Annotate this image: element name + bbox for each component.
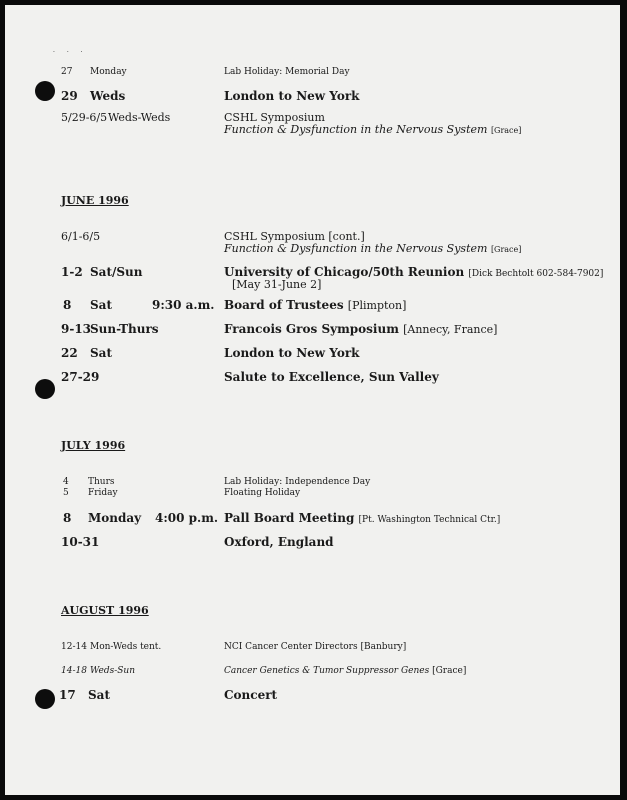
june-3-time: 9:30 a.m. xyxy=(152,298,215,312)
june-2-day: 1-2 xyxy=(61,265,83,279)
may-27-weekday: Monday xyxy=(90,67,127,77)
august-2-day: 14-18 xyxy=(61,666,87,676)
july-4-desc: Oxford, England xyxy=(224,535,334,549)
july-1-weekday: Thurs xyxy=(88,477,115,487)
july-3-weekday: Monday xyxy=(88,511,142,525)
june-6-desc: Salute to Excellence, Sun Valley xyxy=(224,370,439,384)
june-heading: JUNE 1996 xyxy=(61,194,129,207)
may-symposium-day: 5/29-6/5 xyxy=(61,111,108,124)
august-1-desc: NCI Cancer Center Directors [Banbury] xyxy=(224,642,407,652)
august-2-desc: Cancer Genetics & Tumor Suppressor Genes [Grace] xyxy=(224,666,467,676)
june-5-weekday: Sat xyxy=(90,346,112,360)
june-4-weekday: Sun-Thurs xyxy=(90,322,159,336)
july-2-desc: Floating Holiday xyxy=(224,488,301,498)
page-marks: . . . xyxy=(53,47,88,54)
may-symposium-desc: CSHL Symposium xyxy=(224,111,325,124)
august-1-day: 12-14 xyxy=(61,642,87,652)
punch-hole-middle xyxy=(35,379,55,399)
july-3-day: 8 xyxy=(63,511,72,525)
punch-hole-top xyxy=(35,81,55,101)
july-4-day: 10-31 xyxy=(61,535,100,549)
may-29-day: 29 xyxy=(61,89,78,103)
july-1-desc: Lab Holiday: Independence Day xyxy=(224,477,371,487)
june-6-day: 27-29 xyxy=(61,370,100,384)
may-symposium-weekday: Weds-Weds xyxy=(108,111,171,124)
july-1-day: 4 xyxy=(63,477,69,487)
june-2-weekday: Sat/Sun xyxy=(90,265,143,279)
may-27-day: 27 xyxy=(61,67,73,77)
august-1-weekday: Mon-Weds tent. xyxy=(90,642,162,652)
june-2-desc: University of Chicago/50th Reunion [Dick Bechtolt 602-584-7902] xyxy=(224,265,604,279)
june-4-day: 9-13 xyxy=(61,322,92,336)
may-27-desc: Lab Holiday: Memorial Day xyxy=(224,67,350,77)
august-3-weekday: Sat xyxy=(88,688,110,702)
july-3-desc: Pall Board Meeting [Pt. Washington Technical Ctr.] xyxy=(224,511,501,525)
june-1-day: 6/1-6/5 xyxy=(61,230,101,243)
july-2-weekday: Friday xyxy=(88,488,118,498)
june-1-title: Function & Dysfunction in the Nervous System [Grace] xyxy=(224,242,522,255)
june-5-day: 22 xyxy=(61,346,78,360)
august-2-weekday: Weds-Sun xyxy=(90,666,136,676)
june-2-note2: [May 31-June 2] xyxy=(232,278,322,291)
june-5-desc: London to New York xyxy=(224,346,360,360)
august-3-day: 17 xyxy=(59,688,76,702)
july-heading: JULY 1996 xyxy=(61,439,126,452)
june-4-desc: Francois Gros Symposium [Annecy, France] xyxy=(224,322,498,336)
july-3-time: 4:00 p.m. xyxy=(155,511,219,525)
may-symposium-title: Function & Dysfunction in the Nervous System [Grace] xyxy=(224,123,522,136)
june-3-weekday: Sat xyxy=(90,298,112,312)
punch-hole-bottom xyxy=(35,689,55,709)
august-3-desc: Concert xyxy=(224,688,278,702)
june-3-day: 8 xyxy=(63,298,72,312)
may-29-weekday: Weds xyxy=(90,89,126,103)
july-2-day: 5 xyxy=(63,488,69,498)
may-29-desc: London to New York xyxy=(224,89,360,103)
document-page xyxy=(5,5,620,795)
june-1-desc: CSHL Symposium [cont.] xyxy=(224,230,365,243)
august-heading: AUGUST 1996 xyxy=(61,604,149,617)
june-3-desc: Board of Trustees [Plimpton] xyxy=(224,298,407,312)
